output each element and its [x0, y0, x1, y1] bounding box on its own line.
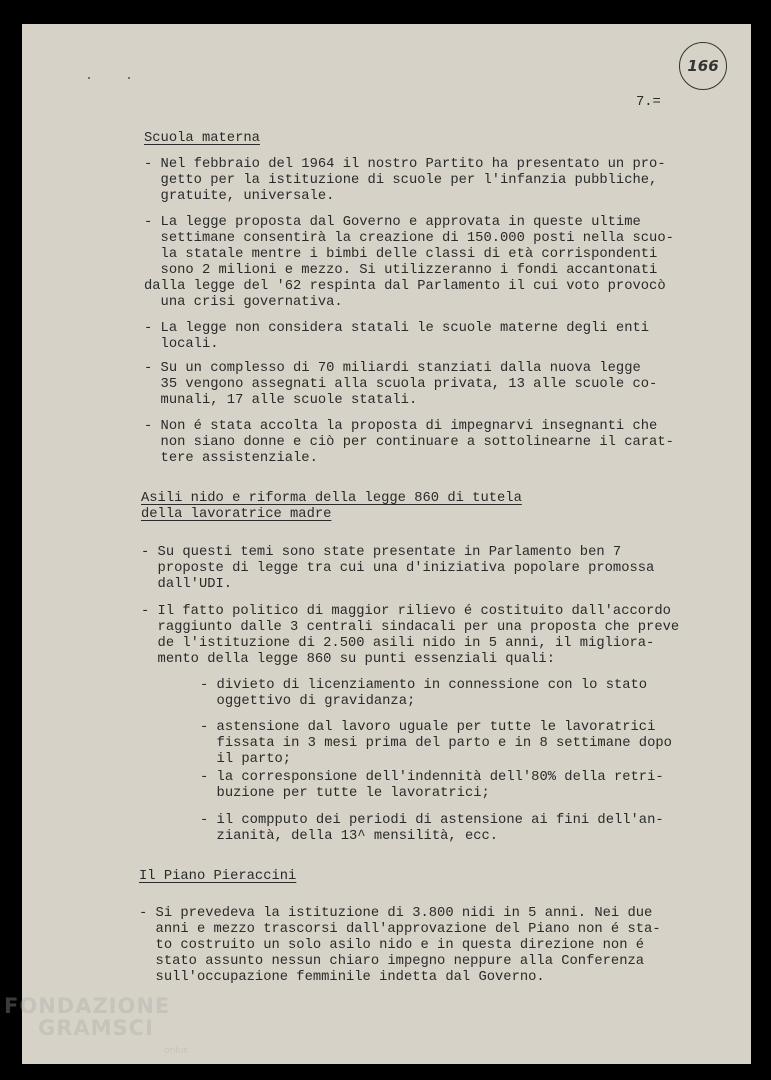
paragraph-line: de l'istituzione di 2.500 asili nido in 5 anni, il migliora-	[141, 636, 655, 651]
speck	[128, 77, 130, 79]
paragraph-line: - La legge non considera statali le scuole materne degli enti	[144, 321, 650, 336]
page-number: 7.=	[636, 95, 661, 110]
paragraph-line: to costruito un solo asilo nido e in questa direzione non é	[139, 938, 645, 953]
section-heading-scuola-materna: Scuola materna	[144, 131, 260, 146]
paragraph-line: settimane consentirà la creazione di 150.000 posti nella scuo-	[144, 231, 674, 246]
watermark-line-2: GRAMSCI	[38, 1016, 154, 1040]
paragraph-line: - Su questi temi sono state presentate in Parlamento ben 7	[141, 545, 622, 560]
sub-bullet-line: - divieto di licenziamento in connessione con lo stato	[200, 678, 648, 693]
section-heading-asili-nido-2: della lavoratrice madre	[141, 507, 332, 522]
paragraph-line: dalla legge del '62 respinta dal Parlamento il cui voto provocò	[144, 279, 666, 294]
paragraph-line: 35 vengono assegnati alla scuola privata, 13 alle scuole co-	[144, 377, 658, 392]
sub-bullet-line: zianità, della 13^ mensilità, ecc.	[200, 829, 499, 844]
paragraph-line: la statale mentre i bimbi delle classi di età corrispondenti	[144, 247, 658, 262]
watermark-line-3: onlus	[164, 1046, 189, 1056]
paragraph-line: - Non é stata accolta la proposta di impegnarvi insegnanti che	[144, 419, 658, 434]
paragraph-line: sono 2 milioni e mezzo. Si utilizzeranno i fondi accantonati	[144, 263, 658, 278]
paragraph-line: - Il fatto politico di maggior rilievo é costituito dall'accordo	[141, 604, 671, 619]
paragraph-line: non siano donne e ciò per continuare a sottolinearne il carat-	[144, 435, 674, 450]
sub-bullet-line: - la corresponsione dell'indennità dell'80% della retri-	[200, 770, 664, 785]
paragraph-line: gratuite, universale.	[144, 189, 335, 204]
paragraph-line: proposte di legge tra cui una d'iniziativa popolare promossa	[141, 561, 655, 576]
paragraph-line: dall'UDI.	[141, 577, 233, 592]
paragraph-line: - Si prevedeva la istituzione di 3.800 nidi in 5 anni. Nei due	[139, 906, 653, 921]
paragraph-line: - Nel febbraio del 1964 il nostro Partito ha presentato un pro-	[144, 157, 666, 172]
sub-bullet-line: il parto;	[200, 752, 292, 767]
paragraph-line: getto per la istituzione di scuole per l'infanzia pubbliche,	[144, 173, 658, 188]
paragraph-line: tere assistenziale.	[144, 451, 318, 466]
paragraph-line: locali.	[144, 337, 219, 352]
section-heading-asili-nido: Asili nido e riforma della legge 860 di tutela	[141, 491, 522, 506]
paragraph-line: munali, 17 alle scuole statali.	[144, 393, 418, 408]
sub-bullet-line: - astensione dal lavoro uguale per tutte le lavoratrici	[200, 720, 656, 735]
paragraph-line: raggiunto dalle 3 centrali sindacali per una proposta che preve	[141, 620, 680, 635]
sub-bullet-line: - il compputo dei periodi di astensione ai fini dell'an-	[200, 813, 664, 828]
paragraph-line: una crisi governativa.	[144, 295, 343, 310]
watermark-line-1: FONDAZIONE	[4, 994, 171, 1018]
paragraph-line: sull'occupazione femminile indetta dal Governo.	[139, 970, 545, 985]
section-heading-piano-pieraccini: Il Piano Pieraccini	[139, 869, 297, 884]
speck	[88, 77, 90, 79]
paragraph-line: stato assunto nessun chiaro impegno neppure alla Conferenza	[139, 954, 645, 969]
paragraph-line: anni e mezzo trascorsi dall'approvazione del Piano non é sta-	[139, 922, 661, 937]
fondazione-gramsci-watermark	[4, 994, 194, 1074]
paragraph-line: mento della legge 860 su punti essenziali quali:	[141, 652, 555, 667]
paragraph-line: - Su un complesso di 70 miliardi stanziati dalla nuova legge	[144, 361, 641, 376]
paragraph-line: - La legge proposta dal Governo e approvata in queste ultime	[144, 215, 641, 230]
handwritten-page-number: 166	[679, 42, 727, 90]
sub-bullet-line: buzione per tutte le lavoratrici;	[200, 786, 490, 801]
sub-bullet-line: oggettivo di gravidanza;	[200, 694, 416, 709]
sub-bullet-line: fissata in 3 mesi prima del parto e in 8 settimane dopo	[200, 736, 672, 751]
